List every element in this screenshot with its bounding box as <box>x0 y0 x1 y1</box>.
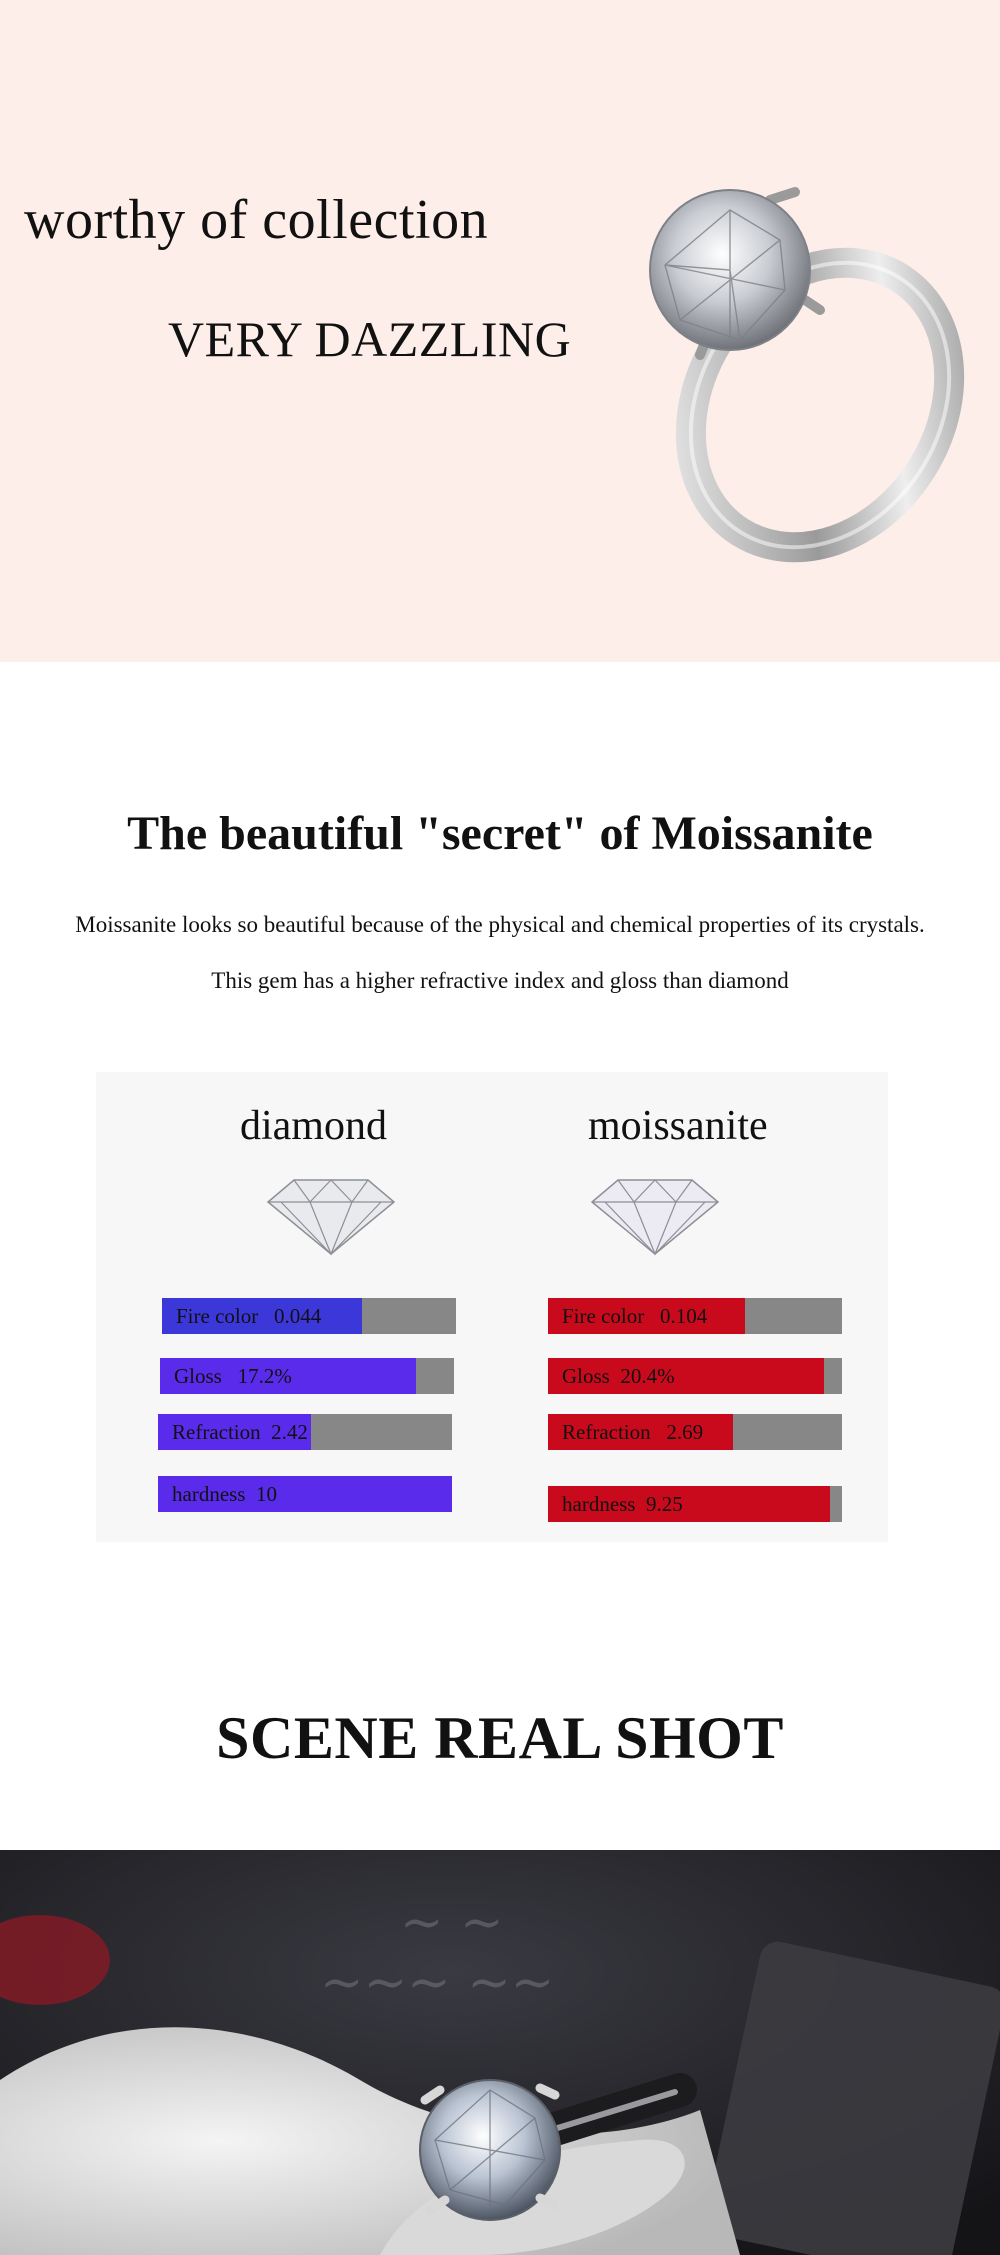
svg-text:~ ~: ~ ~ <box>400 1893 504 1953</box>
section-title: The beautiful "secret" of Moissanite <box>127 807 873 860</box>
moissanite-fire-label: Fire color 0.104 <box>562 1303 708 1328</box>
gem-icon <box>590 1176 720 1256</box>
diamond-refraction-bar <box>158 1414 452 1450</box>
hero-headline: VERY DAZZLING <box>168 311 572 367</box>
moissanite-hardness-label: hardness 9.25 <box>562 1491 683 1516</box>
description-text: This gem has a higher refractive index and gloss than diamond <box>211 968 789 993</box>
diamond-hardness-bar <box>158 1476 452 1512</box>
hero-tagline: worthy of collection <box>24 189 489 251</box>
diamond-fire-label: Fire color 0.044 <box>176 1303 322 1328</box>
description-text: Moissanite looks so beautiful because of the physical and chemical properties of its crystals. <box>75 912 925 937</box>
svg-text:~~~ ~~: ~~~ ~~ <box>320 1953 555 2013</box>
diamond-title: diamond <box>240 1103 387 1149</box>
diamond-gloss-label: Gloss 17.2% <box>174 1363 292 1388</box>
moissanite-fire-bar <box>548 1298 842 1334</box>
moissanite-hardness-bar <box>548 1486 842 1522</box>
hero-banner <box>0 0 1000 662</box>
ring-product-image <box>620 180 970 580</box>
scene-ring-image <box>0 1850 1000 2255</box>
moissanite-refraction-bar <box>548 1414 842 1450</box>
diamond-hardness-label: hardness 10 <box>172 1481 277 1506</box>
scene-title: SCENE REAL SHOT <box>216 1705 784 1771</box>
diamond-refraction-label: Refraction 2.42 <box>172 1419 308 1444</box>
diamond-fire-bar <box>162 1298 456 1334</box>
moissanite-refraction-label: Refraction 2.69 <box>562 1419 704 1444</box>
gem-icon <box>266 1176 396 1256</box>
comparison-panel <box>96 1072 888 1542</box>
moissanite-title: moissanite <box>588 1103 768 1149</box>
scene-photo <box>0 1850 1000 2255</box>
moissanite-gloss-label: Gloss 20.4% <box>562 1363 675 1388</box>
diamond-gloss-bar <box>160 1358 454 1394</box>
moissanite-gloss-bar <box>548 1358 842 1394</box>
